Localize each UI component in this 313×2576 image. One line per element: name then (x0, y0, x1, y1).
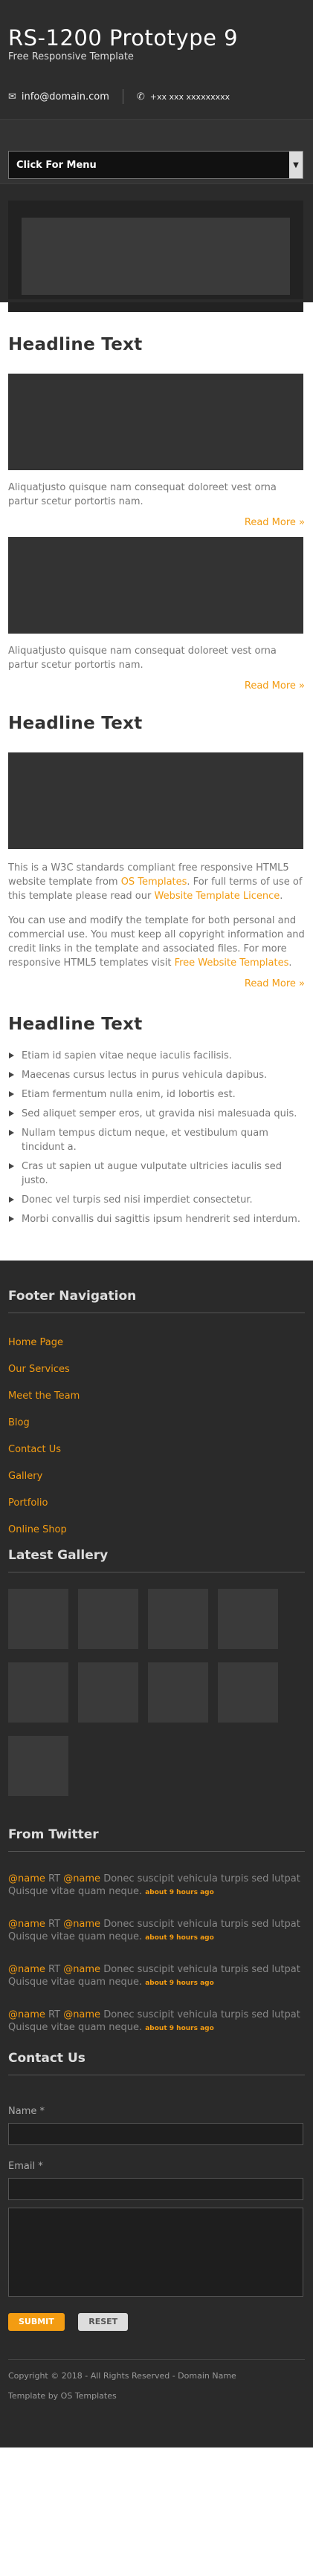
banner (0, 184, 313, 299)
text: . (280, 891, 283, 902)
bullet-list (8, 1049, 305, 1226)
footer-nav (8, 1330, 305, 1544)
tweet-list (8, 1873, 305, 2035)
tweet (8, 1918, 305, 1945)
reset-button[interactable]: RESET (78, 2313, 128, 2331)
section-posts (8, 335, 305, 692)
gallery-thumbnail[interactable] (8, 1589, 68, 1649)
tweet-author[interactable]: @name (8, 1919, 45, 1930)
main-nav (0, 119, 313, 184)
banner-image (22, 218, 290, 295)
tweet-rt: RT (48, 1873, 64, 1884)
footer-link-contact[interactable]: Contact Us (8, 1444, 61, 1455)
copyright-text: Copyright © 2018 - All Rights Reserved - Domain Name (8, 2371, 236, 2381)
article-image[interactable] (8, 752, 303, 849)
tweet-author[interactable]: @name (8, 2009, 45, 2020)
gallery-thumbnail[interactable] (8, 1736, 68, 1796)
template-credit[interactable]: Template by OS Templates (8, 2391, 117, 2401)
os-templates-link[interactable]: OS Templates (120, 876, 187, 888)
free-templates-link[interactable]: Free Website Templates (174, 957, 289, 969)
footer-nav-title: Footer Navigation (8, 1289, 305, 1313)
tweet-time[interactable]: about 9 hours ago (145, 2025, 214, 2032)
email-label: Email * (8, 2161, 43, 2172)
contact-form (8, 2105, 305, 2331)
read-more-link[interactable]: Read More » (244, 517, 305, 528)
banner-strip (0, 299, 313, 302)
tweet-mention[interactable]: @name (63, 1964, 101, 1975)
tweet-time[interactable]: about 9 hours ago (145, 1889, 214, 1896)
tweet-text: Donec suscipit vehicula turpis sed lutpat Quisque vitae quam neque. (8, 2009, 300, 2033)
gallery-grid (8, 1589, 305, 1796)
section-headline: Headline Text (8, 714, 143, 733)
footer-link-blog[interactable]: Blog (8, 1417, 30, 1428)
list-item: Cras ut sapien ut augue vulputate ultricies iaculis sed justo. (8, 1159, 305, 1188)
list-item: Donec vel turpis sed nisi imperdiet consectetur. (8, 1193, 305, 1207)
list-item: Maecenas cursus lectus in purus vehicula dapibus. (8, 1068, 305, 1082)
tweet-rt: RT (48, 1919, 64, 1930)
tweet-rt: RT (48, 2009, 64, 2020)
gallery-thumbnail[interactable] (148, 1662, 208, 1723)
footer-link-team[interactable]: Meet the Team (8, 1391, 80, 1402)
section-list (8, 1015, 305, 1226)
list-item: Etiam id sapien vitae neque iaculis facilisis. (8, 1049, 305, 1063)
section-about (8, 714, 305, 989)
tweet-mention[interactable]: @name (63, 1919, 101, 1930)
message-field[interactable] (8, 2208, 303, 2297)
phone-icon: ✆ (136, 91, 145, 103)
section-headline: Headline Text (8, 1015, 143, 1034)
tweet (8, 2009, 305, 2035)
site-footer (0, 1261, 313, 2447)
gallery-thumbnail[interactable] (8, 1662, 68, 1723)
post-text: Aliquatjusto quisque nam consequat doloreet vest orna partur scetur portortis nam. (8, 645, 277, 671)
banner-frame (8, 201, 303, 312)
menu-dropdown-label: Click For Menu (16, 159, 97, 171)
article-paragraph (8, 914, 305, 970)
post-image[interactable] (8, 537, 303, 634)
chevron-down-icon[interactable]: ▼ (289, 152, 303, 178)
twitter-title: From Twitter (8, 1827, 305, 1852)
licence-link[interactable]: Website Template Licence (154, 891, 280, 902)
footer-link-gallery[interactable]: Gallery (8, 1471, 43, 1482)
footer-link-shop[interactable]: Online Shop (8, 1524, 67, 1535)
read-more-link[interactable]: Read More » (244, 978, 305, 989)
post-text: Aliquatjusto quisque nam consequat doloreet vest orna partur scetur portortis nam. (8, 482, 277, 507)
post-image[interactable] (8, 374, 303, 470)
tweet-mention[interactable]: @name (63, 1873, 101, 1884)
envelope-icon: ✉ (8, 91, 16, 103)
list-item: Etiam fermentum nulla enim, id lobortis est. (8, 1087, 305, 1102)
tweet-rt: RT (48, 1964, 64, 1975)
tweet (8, 1873, 305, 1899)
gallery-thumbnail[interactable] (148, 1589, 208, 1649)
text: This is a W3C standards compliant free responsive HTML5 website template from (8, 862, 289, 888)
name-label: Name * (8, 2106, 45, 2117)
footer-link-home[interactable]: Home Page (8, 1337, 63, 1348)
contact-title: Contact Us (8, 2051, 305, 2075)
site-title[interactable]: RS-1200 Prototype 9 (8, 25, 239, 51)
tweet-mention[interactable]: @name (63, 2009, 101, 2020)
tweet-text: Donec suscipit vehicula turpis sed lutpat Quisque vitae quam neque. (8, 1873, 300, 1897)
menu-dropdown[interactable] (8, 151, 303, 179)
contact-phone: +xx xxx xxxxxxxxx (149, 91, 230, 102)
copyright-bar (8, 2359, 305, 2406)
read-more-link[interactable]: Read More » (244, 680, 305, 692)
list-item: Nullam tempus dictum neque, et vestibulum quam tincidunt a. (8, 1126, 305, 1154)
section-headline: Headline Text (8, 335, 143, 354)
gallery-thumbnail[interactable] (78, 1589, 138, 1649)
site-header (0, 0, 313, 119)
gallery-title: Latest Gallery (8, 1548, 305, 1572)
contact-email: info@domain.com (21, 91, 109, 103)
text: You can use and modify the template for both personal and commercial use. You must keep all copyright information and credit links in the template and associated files. For more responsive HTML5 templates visit (8, 915, 305, 969)
tweet-author[interactable]: @name (8, 1964, 45, 1975)
contact-bar (8, 89, 305, 104)
tweet-time[interactable]: about 9 hours ago (145, 1934, 214, 1942)
list-item: Sed aliquet semper eros, ut gravida nisi malesuada quis. (8, 1107, 305, 1121)
tweet-author[interactable]: @name (8, 1873, 45, 1884)
text: . (288, 957, 292, 969)
footer-link-services[interactable]: Our Services (8, 1364, 70, 1375)
site-subtitle: Free Responsive Template (8, 51, 134, 62)
list-item: Morbi convallis dui sagittis ipsum hendrerit sed interdum. (8, 1212, 305, 1226)
footer-link-portfolio[interactable]: Portfolio (8, 1497, 48, 1509)
article-paragraph (8, 861, 305, 903)
gallery-thumbnail[interactable] (218, 1589, 278, 1649)
tweet-time[interactable]: about 9 hours ago (145, 1980, 214, 1987)
tweet-text: Donec suscipit vehicula turpis sed lutpat Quisque vitae quam neque. (8, 1964, 300, 1988)
text: . For full terms of use of this template please read our (8, 876, 303, 902)
submit-button[interactable]: SUBMIT (8, 2313, 65, 2331)
tweet-text: Donec suscipit vehicula turpis sed lutpat Quisque vitae quam neque. (8, 1919, 300, 1942)
email-field[interactable] (8, 2178, 303, 2200)
gallery-thumbnail[interactable] (218, 1662, 278, 1723)
name-field[interactable] (8, 2123, 303, 2145)
tweet (8, 1963, 305, 1990)
main-content (0, 335, 313, 1226)
gallery-thumbnail[interactable] (78, 1662, 138, 1723)
